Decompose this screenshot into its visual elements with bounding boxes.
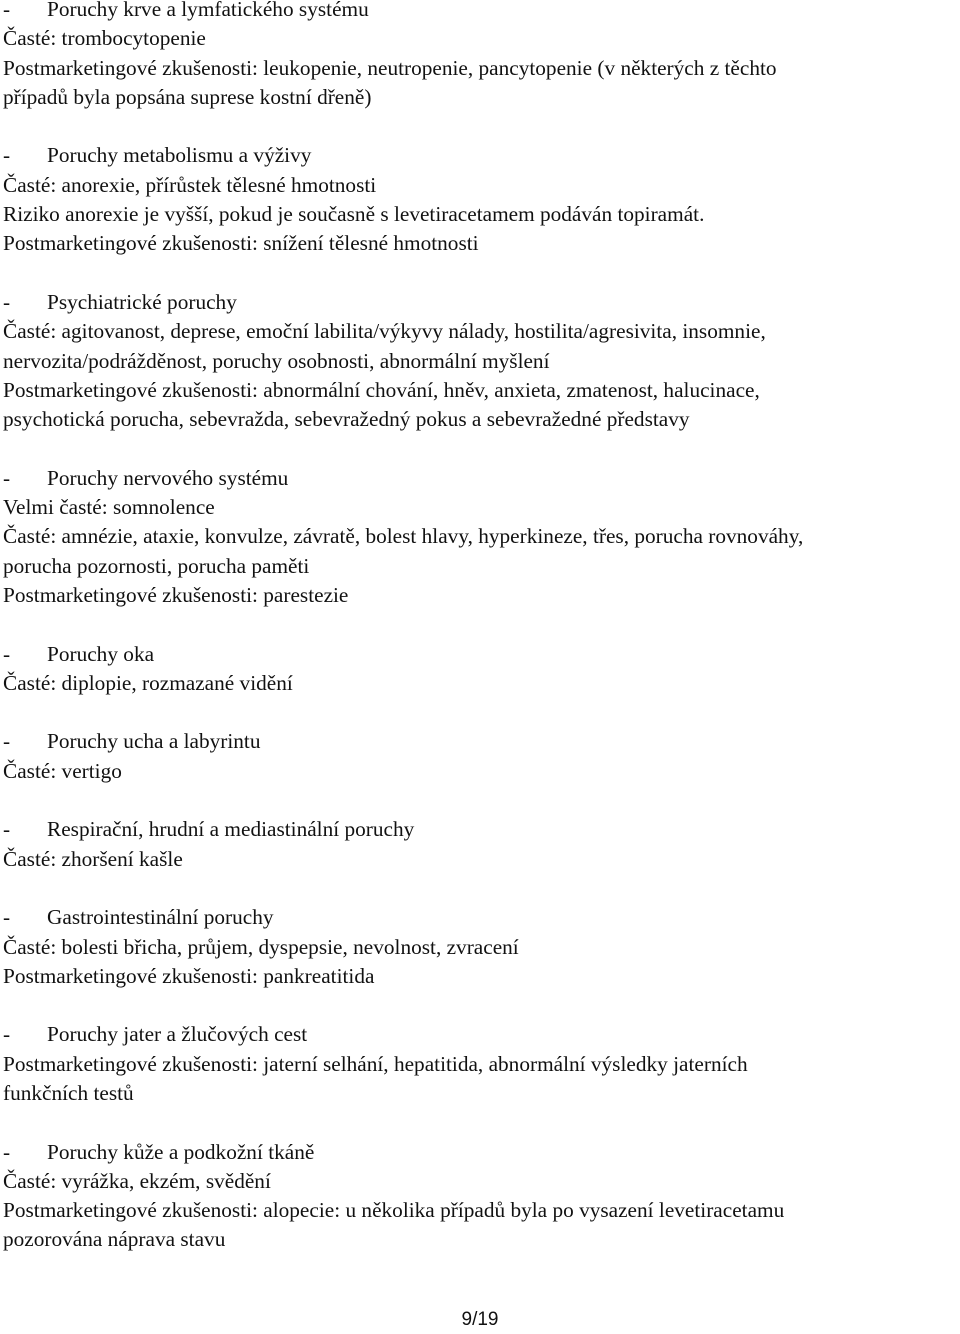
section-heading [3, 727, 958, 756]
section-heading [3, 1138, 958, 1167]
section-heading [3, 815, 958, 844]
list-dash: - [3, 143, 11, 168]
list-dash: - [3, 465, 11, 490]
section-text-line: Riziko anorexie je vyšší, pokud je současně s levetiracetamem podáván topiramát. [3, 202, 705, 227]
section-text-line: Časté: anorexie, přírůstek tělesné hmotnosti [3, 172, 377, 197]
list-dash: - [3, 1022, 11, 1047]
section-text-line: pozorována náprava stavu [3, 1227, 226, 1252]
list-dash: - [3, 1139, 11, 1164]
adverse-effect-section [3, 640, 958, 699]
adverse-effect-section [3, 464, 958, 610]
section-text-line: Časté: bolesti břicha, průjem, dyspepsie, nevolnost, zvracení [3, 934, 519, 959]
section-heading-text: Poruchy metabolismu a výživy [47, 143, 312, 168]
section-heading [3, 141, 958, 170]
section-heading [3, 0, 958, 24]
section-text-line: psychotická porucha, sebevražda, sebevražedný pokus a sebevražedné představy [3, 407, 690, 432]
adverse-effect-section [3, 1138, 958, 1255]
list-dash: - [3, 0, 11, 21]
section-text-line: Časté: trombocytopenie [3, 26, 206, 51]
list-dash: - [3, 289, 11, 314]
section-text-line: Postmarketingové zkušenosti: pankreatitida [3, 963, 375, 988]
section-text-line: Časté: amnézie, ataxie, konvulze, závratě, bolest hlavy, hyperkineze, třes, porucha rovnováhy, [3, 524, 804, 549]
list-dash: - [3, 817, 11, 842]
section-heading-text: Poruchy kůže a podkožní tkáně [47, 1139, 315, 1164]
adverse-effect-section [3, 1020, 958, 1108]
section-text-line: Postmarketingové zkušenosti: jaterní selhání, hepatitida, abnormální výsledky jaterních [3, 1051, 748, 1076]
page-number: 9/19 [461, 1309, 499, 1330]
section-text-line: Postmarketingové zkušenosti: alopecie: u několika případů byla po vysazení levetiracetamu [3, 1198, 785, 1223]
section-heading [3, 640, 958, 669]
section-text-line: Časté: vertigo [3, 758, 122, 783]
adverse-effect-section [3, 727, 958, 786]
section-text-line: Časté: vyrážka, ekzém, svědění [3, 1168, 271, 1193]
adverse-effect-section [3, 141, 958, 258]
section-heading-text: Poruchy krve a lymfatického systému [47, 0, 369, 21]
adverse-effect-section [3, 815, 958, 874]
list-dash: - [3, 905, 11, 930]
section-text-line: Postmarketingové zkušenosti: parestezie [3, 582, 349, 607]
section-text-line: porucha pozornosti, porucha paměti [3, 553, 310, 578]
document-page [3, 0, 958, 1284]
adverse-effect-section [3, 0, 958, 112]
section-heading-text: Respirační, hrudní a mediastinální poruchy [47, 817, 415, 842]
section-heading-text: Gastrointestinální poruchy [47, 905, 274, 930]
section-heading-text: Poruchy jater a žlučových cest [47, 1022, 308, 1047]
adverse-effect-section [3, 903, 958, 991]
section-heading [3, 288, 958, 317]
section-text-line: Postmarketingové zkušenosti: abnormální chování, hněv, anxieta, zmatenost, halucinace, [3, 377, 760, 402]
section-text-line: případů byla popsána suprese kostní dřeně) [3, 84, 372, 109]
section-text-line: Postmarketingové zkušenosti: leukopenie, neutropenie, pancytopenie (v některých z těchto [3, 55, 777, 80]
section-text-line: Časté: agitovanost, deprese, emoční labilita/výkyvy nálady, hostilita/agresivita, insomnie, [3, 319, 766, 344]
section-text-line: nervozita/podrážděnost, poruchy osobnosti, abnormální myšlení [3, 348, 550, 373]
list-dash: - [3, 729, 11, 754]
adverse-effect-section [3, 288, 958, 434]
section-heading [3, 1020, 958, 1049]
section-text-line: funkčních testů [3, 1080, 134, 1105]
section-heading [3, 903, 958, 932]
section-text-line: Časté: zhoršení kašle [3, 846, 183, 871]
section-text-line: Velmi časté: somnolence [3, 495, 215, 520]
section-heading-text: Poruchy ucha a labyrintu [47, 729, 261, 754]
section-text-line: Časté: diplopie, rozmazané vidění [3, 670, 293, 695]
list-dash: - [3, 641, 11, 666]
section-heading-text: Psychiatrické poruchy [47, 289, 237, 314]
section-heading-text: Poruchy nervového systému [47, 465, 289, 490]
section-heading [3, 464, 958, 493]
section-heading-text: Poruchy oka [47, 641, 155, 666]
section-text-line: Postmarketingové zkušenosti: snížení tělesné hmotnosti [3, 231, 479, 256]
